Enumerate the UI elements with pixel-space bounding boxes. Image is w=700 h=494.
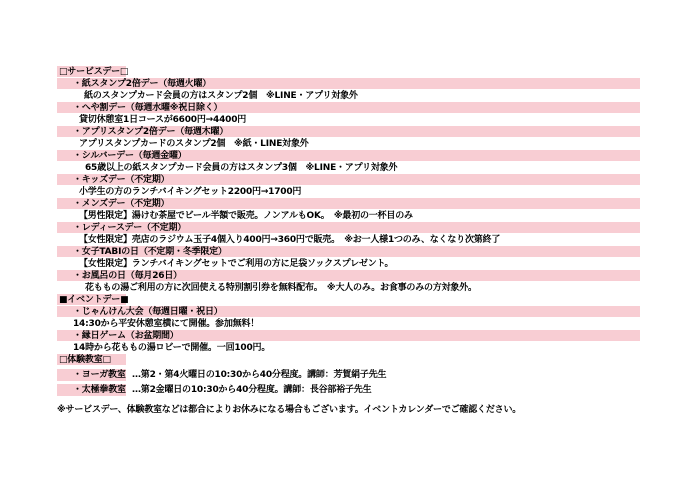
events-section-header <box>57 294 129 306</box>
service-item-detail <box>57 186 640 198</box>
service-detail-text: 紙のスタンプカード会員の方はスタンプ2個 ※LINE・アプリ対象外 <box>84 91 358 101</box>
service-item-title: ・紙スタンプ2倍デー（毎週火曜） <box>73 79 212 89</box>
service-detail-text: 花ももの湯ご利用の方に次回使える特別割引券を無料配布。 ※大人のみ。お食事のみの方対象外。 <box>85 283 477 293</box>
event-item-title: ・じゃんけん大会（毎週日曜・祝日） <box>73 307 223 317</box>
events-header-label: ■イベントデー■ <box>59 295 129 305</box>
service-item-title: ・お風呂の日（毎月26日） <box>73 271 182 281</box>
class-item-detail: …第2金曜日の10:30から40分程度。講師：長谷部裕子先生 <box>132 385 372 395</box>
service-section-header <box>57 66 129 78</box>
class-item-detail: …第2・第4火曜日の10:30から40分程度。講師：芳賀絹子先生 <box>132 370 387 380</box>
service-item-detail <box>57 258 640 270</box>
service-item <box>57 78 640 90</box>
event-detail-text: 14時から花ももの湯ロビーで開催。一回100円。 <box>73 343 271 353</box>
service-detail-text: 貸切休憩室1日コースが6600円→4400円 <box>79 115 247 125</box>
class-item <box>57 384 640 396</box>
class-item <box>57 369 640 381</box>
service-item <box>57 270 640 282</box>
class-item-name: ・ヨーガ教室 <box>57 369 126 381</box>
service-item-title: ・レディースデー（不定期） <box>73 223 187 233</box>
classes-section-header <box>57 354 126 366</box>
service-detail-text: 65歳以上の紙スタンプカード会員の方はスタンプ3個 ※LINE・アプリ対象外 <box>85 163 398 173</box>
event-item-detail <box>57 342 640 354</box>
service-item <box>57 126 640 138</box>
service-item-title: ・メンズデー（不定期） <box>73 199 170 209</box>
class-item-name: ・太極拳教室 <box>57 384 126 396</box>
service-detail-text: アプリスタンプカードのスタンプ2個 ※紙・LINE対象外 <box>79 139 309 149</box>
service-detail-text: 【女性限定】ランチバイキングセットでご利用の方に足袋ソックスプレゼント。 <box>79 259 394 269</box>
schedule-sheet <box>57 66 640 396</box>
service-detail-text: 小学生の方のランチバイキングセット2200円→1700円 <box>79 187 302 197</box>
service-item <box>57 102 640 114</box>
service-detail-text: 【男性限定】湯けむ茶屋でビール半額で販売。ノンアルもOK。 ※最初の一杯目のみ <box>79 211 413 221</box>
service-item-title: ・女子TABIの日（不定期・冬季限定） <box>73 247 227 257</box>
service-item <box>57 246 640 258</box>
service-item-title: ・へや割デー（毎週水曜※祝日除く） <box>73 103 223 113</box>
service-item <box>57 222 640 234</box>
event-item <box>57 330 640 342</box>
footer-note: ※サービスデー、体験教室などは都合によりお休みになる場合もございます。イベントカレンダーでご確認ください。 <box>57 405 522 415</box>
service-item-title: ・アプリスタンプ2倍デー（毎週木曜） <box>73 127 229 137</box>
classes-header-label: □体験教室□ <box>59 355 111 365</box>
event-detail-text: 14:30から平安休憩室横にて開催。参加無料！ <box>73 319 260 329</box>
service-item-detail <box>57 162 640 174</box>
service-item <box>57 198 640 210</box>
event-item <box>57 306 640 318</box>
service-item-title: ・キッズデー（不定期） <box>73 175 170 185</box>
service-item-title: ・シルバーデー（毎週金曜） <box>73 151 187 161</box>
service-header-label: □サービスデー□ <box>59 67 129 77</box>
service-item-detail <box>57 90 640 102</box>
service-item-detail <box>57 114 640 126</box>
service-item-detail <box>57 282 640 294</box>
service-item-detail <box>57 210 640 222</box>
service-item <box>57 174 640 186</box>
event-item-title: ・縁日ゲーム（お盆期間） <box>73 331 179 341</box>
service-item <box>57 150 640 162</box>
service-detail-text: 【女性限定】売店のラジウム玉子4個入り400円→360円で販売。 ※お一人様1つのみ、なくなり次第終了 <box>79 235 501 245</box>
event-item-detail <box>57 318 640 330</box>
service-item-detail <box>57 138 640 150</box>
service-item-detail <box>57 234 640 246</box>
